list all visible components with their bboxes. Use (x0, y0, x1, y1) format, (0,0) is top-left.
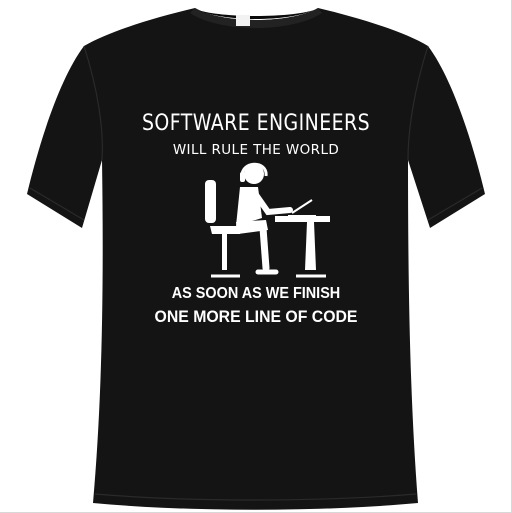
shirt-punchline-1: AS SOON AS WE FINISH (171, 285, 341, 302)
shirt-punchline-2: ONE MORE LINE OF CODE (154, 307, 358, 326)
shirt-subline: WILL RULE THE WORLD (172, 142, 340, 158)
shirt-headline: SOFTWARE ENGINEERS (141, 111, 371, 136)
